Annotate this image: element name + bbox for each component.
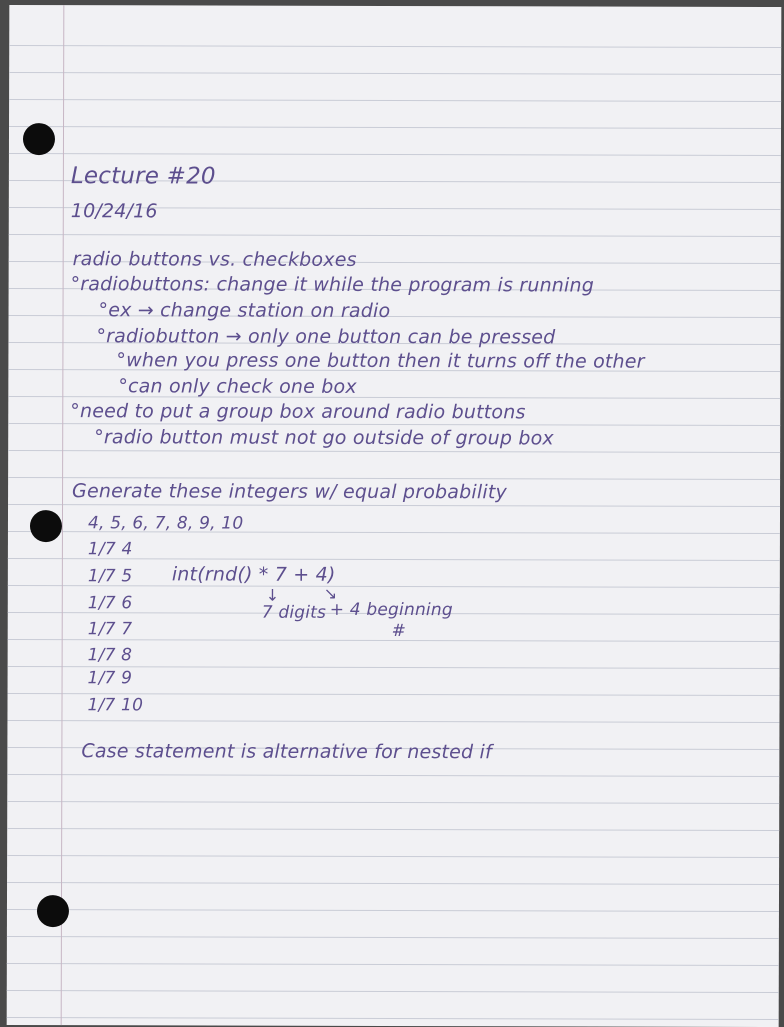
probability-row: 1/7 8 <box>87 645 133 666</box>
formula-note: 7 digits <box>261 602 327 623</box>
probability-row: 1/7 10 <box>87 695 144 716</box>
arrow-down-icon: ↘ <box>323 583 338 603</box>
note-line: °radiobuttons: change it while the program is running <box>70 273 595 297</box>
lecture-title: Lecture #20 <box>70 163 216 190</box>
note-line: Generate these integers w/ equal probability <box>72 480 507 504</box>
binder-hole-bottom <box>37 895 69 927</box>
probability-row: 1/7 9 <box>87 668 133 689</box>
note-line: °can only check one box <box>118 375 357 398</box>
note-line: °radiobutton → only one button can be pressed <box>96 325 556 349</box>
lecture-date: 10/24/16 <box>70 200 158 223</box>
note-line: °ex → change station on radio <box>98 299 391 322</box>
margin-line <box>61 5 65 1025</box>
binder-hole-middle <box>30 510 62 542</box>
arrow-down-icon: ↓ <box>265 585 280 605</box>
note-line: °need to put a group box around radio buttons <box>70 400 526 424</box>
formula-note: # <box>391 620 407 642</box>
probability-row: 1/7 6 <box>87 593 133 614</box>
binder-hole-top <box>23 123 55 155</box>
integer-list: 4, 5, 6, 7, 8, 9, 10 <box>87 513 244 534</box>
probability-row: 1/7 7 <box>87 619 133 640</box>
note-line: °radio button must not go outside of group box <box>94 426 554 450</box>
formula-note: + 4 beginning <box>329 599 453 621</box>
note-line: Case statement is alternative for nested if <box>81 740 492 764</box>
probability-row: 1/7 4 <box>87 539 133 560</box>
note-line: radio buttons vs. checkboxes <box>72 248 357 271</box>
probability-row: 1/7 5 <box>87 566 133 587</box>
formula: int(rnd() * 7 + 4) <box>171 563 336 586</box>
note-line: °when you press one button then it turns off the other <box>116 349 645 373</box>
notebook-page <box>7 5 782 1027</box>
